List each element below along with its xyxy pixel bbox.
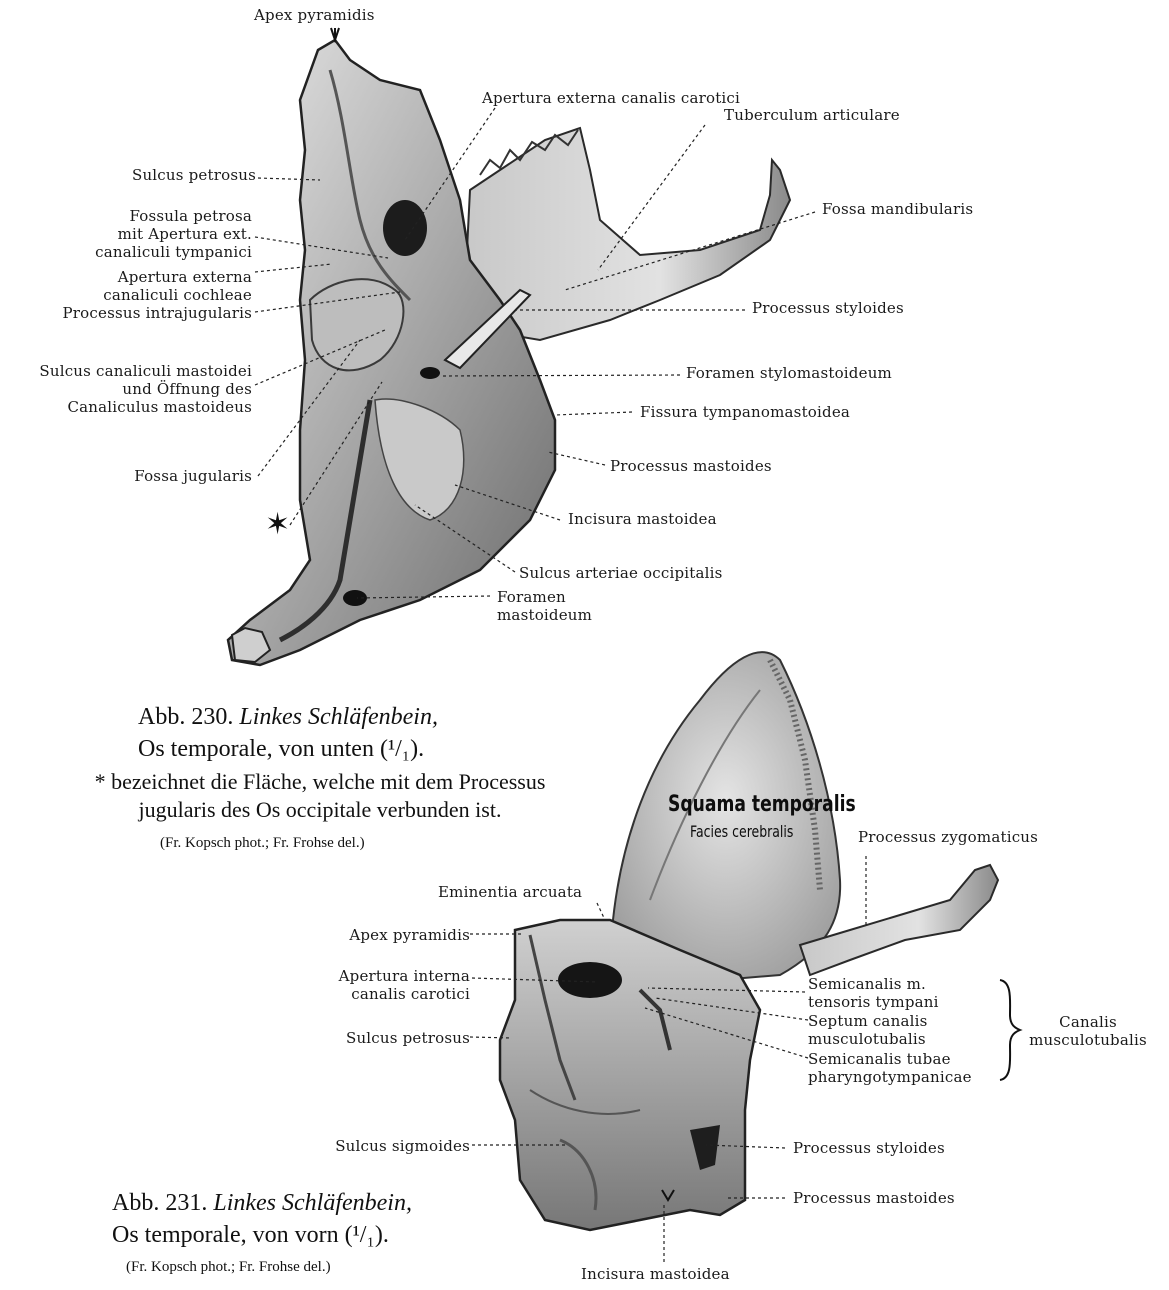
- label-sulcus-canaliculi-1: Sulcus canaliculi mastoidei: [39, 362, 252, 380]
- label-sulcus-petrosus-230: Sulcus petrosus: [131, 166, 256, 184]
- label-processus-zygomaticus: Processus zygomaticus: [858, 828, 1039, 846]
- label-foramen-mastoideum-1: Foramen: [497, 588, 566, 606]
- label-fossula-petrosa-3: canaliculi tympanici: [95, 243, 252, 261]
- label-apertura-externa-cochleae-1: Apertura externa: [117, 268, 252, 286]
- label-incisura-mastoidea-230: Incisura mastoidea: [568, 510, 717, 528]
- svg-text:✶: ✶: [265, 507, 291, 542]
- label-apertura-externa-canalis-carotici: Apertura externa canalis carotici: [482, 89, 741, 107]
- label-fossula-petrosa-2: mit Apertura ext.: [117, 225, 252, 243]
- label-sulcus-arteriae-occipitalis: Sulcus arteriae occipitalis: [519, 564, 723, 582]
- label-processus-mastoides-231: Processus mastoides: [793, 1189, 955, 1207]
- label-incisura-mastoidea-231: Incisura mastoidea: [581, 1265, 730, 1283]
- label-sulcus-sigmoides: Sulcus sigmoides: [335, 1137, 470, 1155]
- label-foramen-mastoideum-2: mastoideum: [497, 606, 593, 624]
- caption-230-note-1: * bezeichnet die Fläche, welche mit dem Processus: [94, 769, 546, 794]
- label-processus-intrajugularis: Processus intrajugularis: [62, 304, 252, 322]
- label-canalis-2: musculotubalis: [1029, 1031, 1147, 1049]
- label-tuberculum-articulare: Tuberculum articulare: [724, 106, 900, 124]
- label-septum-1: Septum canalis: [808, 1012, 928, 1030]
- credit-231: (Fr. Kopsch phot.; Fr. Frohse del.): [126, 1259, 331, 1275]
- label-fossa-mandibularis: Fossa mandibularis: [822, 200, 974, 218]
- caption-230-number: Abb. 230.: [138, 704, 234, 730]
- inner-label-facies-cerebralis: Facies cerebralis: [690, 822, 794, 841]
- label-sulcus-canaliculi-3: Canaliculus mastoideus: [67, 398, 252, 416]
- label-processus-mastoides-230: Processus mastoides: [610, 457, 772, 475]
- label-apertura-interna-1: Apertura interna: [338, 967, 470, 985]
- label-septum-2: musculotubalis: [808, 1030, 926, 1048]
- label-canalis-1: Canalis: [1059, 1013, 1117, 1031]
- label-fossula-petrosa-1: Fossula petrosa: [129, 207, 252, 225]
- label-apertura-interna-2: canalis carotici: [351, 985, 470, 1003]
- carotid-canal-opening: [383, 200, 427, 256]
- caption-231-line2: Os temporale, von vorn (¹/₁).: [112, 1222, 389, 1248]
- label-apex-pyramidis-231: Apex pyramidis: [349, 926, 470, 944]
- caption-230-title: Linkes Schläfenbein,: [239, 704, 438, 730]
- caption-230-line2: Os temporale, von unten (¹/₁).: [138, 736, 425, 762]
- label-semicanalis-tubae-1: Semicanalis tubae: [808, 1050, 951, 1068]
- inner-label-squama-temporalis: Squama temporalis: [668, 792, 856, 817]
- caption-231-number: Abb. 231.: [112, 1190, 208, 1216]
- canalis-brace: [1000, 980, 1020, 1080]
- pars-petrosa-shape: [228, 40, 555, 665]
- label-apex-pyramidis-230: Apex pyramidis: [254, 6, 375, 24]
- petrous-pyramid-shape: [500, 920, 760, 1230]
- label-fossa-jugularis: Fossa jugularis: [134, 467, 252, 485]
- caption-230-line1: [138, 702, 438, 732]
- credit-230: (Fr. Kopsch phot.; Fr. Frohse del.): [160, 835, 365, 851]
- caption-231-line1: [112, 1188, 412, 1218]
- label-foramen-stylomastoideum: Foramen stylomastoideum: [686, 364, 892, 382]
- caption-231-title: Linkes Schläfenbein,: [213, 1190, 412, 1216]
- label-semicanalis-tubae-2: pharyngotympanicae: [808, 1068, 972, 1086]
- label-semicanalis-m-2: tensoris tympani: [808, 993, 939, 1011]
- label-semicanalis-m-1: Semicanalis m.: [808, 975, 926, 993]
- label-sulcus-canaliculi-2: und Öffnung des: [122, 380, 252, 398]
- label-sulcus-petrosus-231: Sulcus petrosus: [345, 1029, 470, 1047]
- carotid-canal-internal: [558, 962, 622, 998]
- label-eminentia-arcuata: Eminentia arcuata: [438, 883, 583, 901]
- caption-230-note-2: jugularis des Os occipitale verbunden ist.: [138, 797, 502, 822]
- label-processus-styloides-231: Processus styloides: [793, 1139, 945, 1157]
- label-processus-styloides-230: Processus styloides: [752, 299, 904, 317]
- label-fissura-tympanomastoidea: Fissura tympanomastoidea: [640, 403, 851, 421]
- label-apertura-externa-cochleae-2: canaliculi cochleae: [103, 286, 252, 304]
